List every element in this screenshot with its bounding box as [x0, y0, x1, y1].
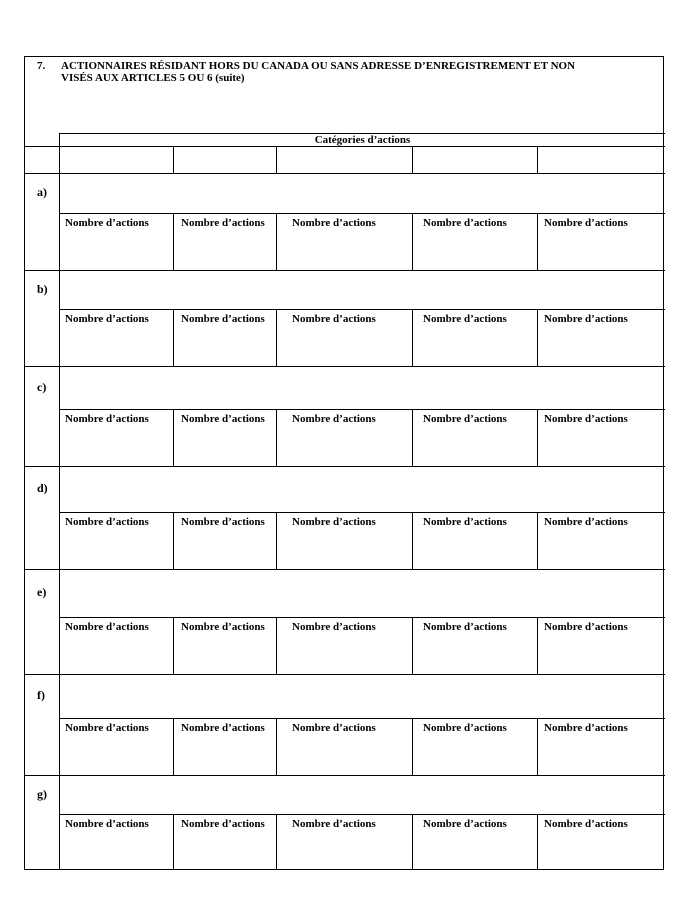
row-bottom-border	[25, 466, 665, 467]
row-label: a)	[37, 185, 47, 199]
section-number: 7.	[37, 60, 46, 72]
share-count-cell: Nombre d’actions	[544, 413, 628, 425]
share-count-cell: Nombre d’actions	[292, 621, 376, 633]
share-count-cell: Nombre d’actions	[65, 621, 149, 633]
categories-header: Catégories d’actions	[314, 134, 411, 146]
cell-divider	[537, 409, 538, 466]
col-divider-4	[537, 146, 538, 173]
cell-divider	[276, 617, 277, 674]
row-label: d)	[37, 481, 48, 495]
cell-divider	[276, 512, 277, 569]
share-count-cell: Nombre d’actions	[423, 722, 507, 734]
cell-divider	[276, 309, 277, 366]
share-count-cell: Nombre d’actions	[292, 722, 376, 734]
cell-divider	[412, 814, 413, 869]
row-mid-border	[60, 409, 665, 410]
share-count-cell: Nombre d’actions	[65, 818, 149, 830]
cell-divider	[412, 718, 413, 775]
share-count-cell: Nombre d’actions	[292, 818, 376, 830]
row-label: e)	[37, 585, 47, 599]
cell-divider	[537, 309, 538, 366]
shareholders-form-table	[24, 56, 664, 870]
share-count-cell: Nombre d’actions	[181, 313, 265, 325]
share-count-cell: Nombre d’actions	[544, 217, 628, 229]
share-count-cell: Nombre d’actions	[423, 621, 507, 633]
row-mid-border	[60, 617, 665, 618]
row-bottom-border	[25, 569, 665, 570]
cell-divider	[173, 617, 174, 674]
cell-divider	[173, 409, 174, 466]
share-count-cell: Nombre d’actions	[65, 722, 149, 734]
cell-divider	[412, 409, 413, 466]
cell-divider	[276, 409, 277, 466]
section-title-line1: ACTIONNAIRES RÉSIDANT HORS DU CANADA OU SANS ADRESSE D’ENREGISTREMENT ET NON	[61, 60, 576, 72]
row-label: b)	[37, 281, 48, 296]
share-count-cell: Nombre d’actions	[544, 818, 628, 830]
section-title-line2: VISÉS AUX ARTICLES 5 OU 6 (suite)	[61, 72, 245, 84]
share-count-cell: Nombre d’actions	[292, 413, 376, 425]
cell-divider	[276, 213, 277, 270]
label-column-divider	[59, 133, 60, 869]
cell-divider	[276, 718, 277, 775]
cell-divider	[276, 814, 277, 869]
categories-bottom-border	[25, 146, 665, 147]
cell-divider	[537, 617, 538, 674]
share-count-cell: Nombre d’actions	[544, 722, 628, 734]
col-divider-2	[276, 146, 277, 173]
row-mid-border	[60, 718, 665, 719]
row-mid-border	[60, 814, 665, 815]
share-count-cell: Nombre d’actions	[423, 217, 507, 229]
cell-divider	[537, 512, 538, 569]
cell-divider	[412, 617, 413, 674]
cell-divider	[173, 512, 174, 569]
cell-divider	[537, 814, 538, 869]
col-divider-3	[412, 146, 413, 173]
cell-divider	[537, 213, 538, 270]
cell-divider	[412, 213, 413, 270]
row-label: c)	[37, 379, 47, 394]
share-count-cell: Nombre d’actions	[181, 722, 265, 734]
cell-divider	[173, 213, 174, 270]
cell-divider	[173, 718, 174, 775]
share-count-cell: Nombre d’actions	[423, 818, 507, 830]
share-count-cell: Nombre d’actions	[544, 621, 628, 633]
share-count-cell: Nombre d’actions	[65, 313, 149, 325]
share-count-cell: Nombre d’actions	[65, 516, 149, 528]
share-count-cell: Nombre d’actions	[292, 217, 376, 229]
row-bottom-border	[25, 366, 665, 367]
share-count-cell: Nombre d’actions	[423, 313, 507, 325]
row-label: f)	[37, 688, 45, 702]
share-count-cell: Nombre d’actions	[181, 516, 265, 528]
share-count-cell: Nombre d’actions	[65, 217, 149, 229]
cell-divider	[412, 309, 413, 366]
row-mid-border	[60, 309, 665, 310]
col-divider-1	[173, 146, 174, 173]
cell-divider	[537, 718, 538, 775]
share-count-cell: Nombre d’actions	[423, 516, 507, 528]
share-count-cell: Nombre d’actions	[181, 621, 265, 633]
row-mid-border	[60, 213, 665, 214]
share-count-cell: Nombre d’actions	[544, 516, 628, 528]
row-bottom-border	[25, 775, 665, 776]
share-count-cell: Nombre d’actions	[65, 413, 149, 425]
share-count-cell: Nombre d’actions	[181, 217, 265, 229]
share-count-cell: Nombre d’actions	[423, 413, 507, 425]
cell-divider	[173, 814, 174, 869]
share-count-cell: Nombre d’actions	[181, 413, 265, 425]
share-count-cell: Nombre d’actions	[544, 313, 628, 325]
row-label: g)	[37, 786, 47, 801]
cell-divider	[173, 309, 174, 366]
row-bottom-border	[25, 270, 665, 271]
share-count-cell: Nombre d’actions	[181, 818, 265, 830]
share-count-cell: Nombre d’actions	[292, 313, 376, 325]
share-count-cell: Nombre d’actions	[292, 516, 376, 528]
row-mid-border	[60, 512, 665, 513]
section-title	[61, 60, 581, 84]
header-row-bottom	[25, 173, 665, 174]
cell-divider	[412, 512, 413, 569]
row-bottom-border	[25, 674, 665, 675]
